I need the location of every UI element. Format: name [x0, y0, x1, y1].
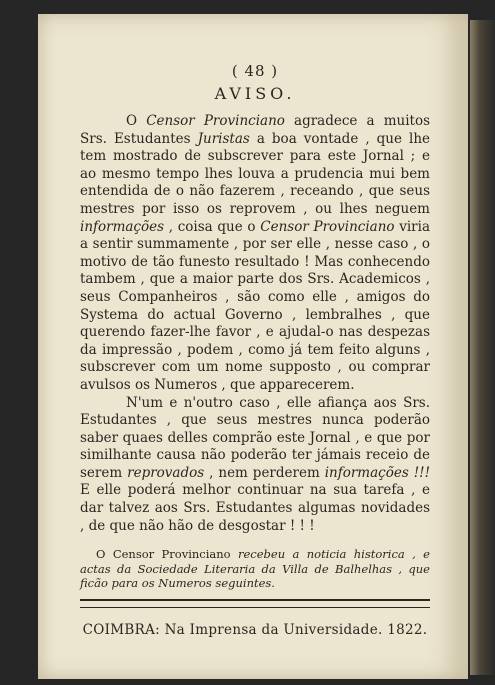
- text-run: agradece a muitos Srs. Estudantes: [80, 113, 430, 147]
- text-run: viria a sentir summamente , por ser elle , nesse caso , o motivo de tão funesto resultado ! Mas conhecendo tambem , que a maior parte dos Srs. Academicos , seus Companheiros , são como elle , amigos do Systema do actual Governo , lembralhes , que querendo fazer-lhe favor , e ajudal-o nas despezas da impressão , podem , como já tem feito alguns , subscrever com um nome supposto , ou comprar avulsos os Numeros , que apparecerem.: [80, 218, 431, 393]
- text-run: O: [126, 113, 147, 129]
- italic-text-run: Censor Provinciano: [146, 113, 285, 129]
- italic-text-run: Juristas: [197, 130, 250, 147]
- italic-text-run: recebeu a noticia historica , e actas da Sociedade Literaria da Villa de Balhelhas , que ficão para os Numeros seguintes.: [80, 547, 430, 591]
- italic-text-run: reprovados: [127, 464, 205, 481]
- page-number: ( 48 ): [231, 62, 279, 80]
- notice-paragraph-2: [80, 395, 430, 536]
- text-run: O Censor Provinciano: [96, 547, 238, 562]
- text-run: E elle poderá melhor continuar na sua tarefa , e dar talvez aos Srs. Estudantes algumas novidades , de que não hão de desgostar ! ! !: [80, 482, 430, 534]
- text-run: , nem perderem: [204, 464, 325, 481]
- italic-text-run: Censor Provinciano: [260, 218, 395, 235]
- text-run: , coisa que o: [164, 218, 261, 235]
- page-content: [80, 62, 430, 638]
- printer-imprint: COIMBRA: Na Imprensa da Universidade. 1822.: [82, 621, 428, 638]
- italic-text-run: informações !!!: [324, 464, 430, 481]
- notice-paragraph-1: [80, 113, 430, 395]
- editorial-note: [80, 547, 430, 591]
- page-edge: [470, 20, 495, 675]
- text-run: N'um e n'outro caso , elle afiança aos Srs. Estudantes , que seus mestres nunca poderão saber quaes delles comprão este Jornal , e que por similhante causa não poderão ter jámais receio de serem: [80, 394, 430, 481]
- notice-heading: AVISO.: [214, 84, 296, 103]
- double-rule-divider: [80, 599, 430, 608]
- text-run: a boa vontade , que lhe tem mostrado de subscrever para este Jornal ; e ao mesmo tempo lhes louva a prudencia mui bem entendida de o não fazerem , receando , que seus mestres por isso os reprovem , ou lhes neguem: [80, 130, 430, 217]
- italic-text-run: informações: [80, 218, 165, 235]
